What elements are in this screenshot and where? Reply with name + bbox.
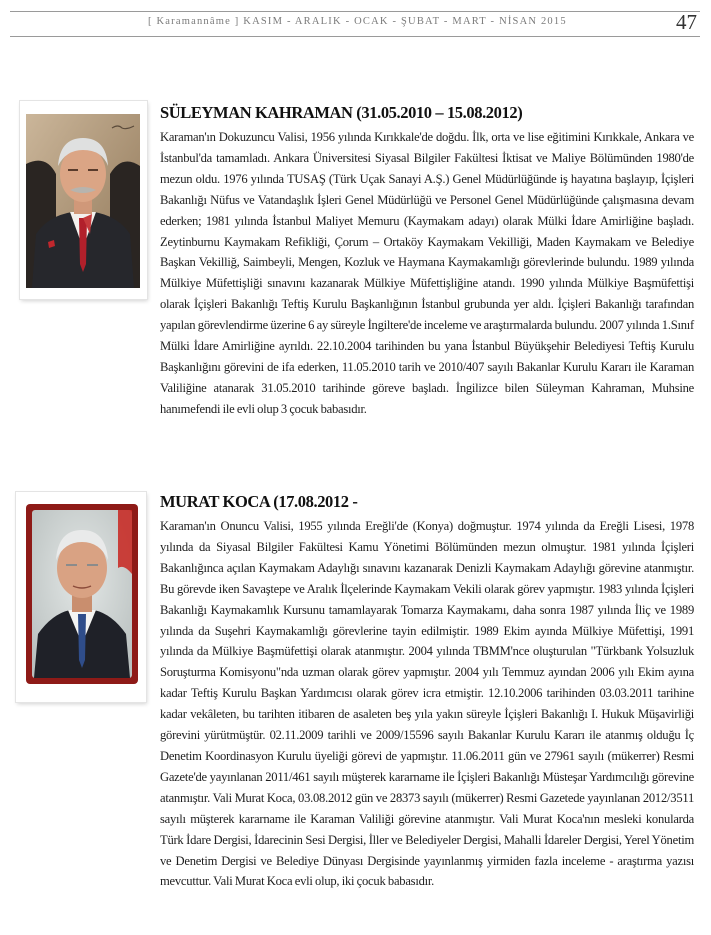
- bio-koca-text: Karaman'ın Onuncu Valisi, 1955 yılında Ereğli'de (Konya) doğmuştur. 1974 yılında da Ereğli Lisesi, 1978 yılında da Siyasal Bilgiler Fakültesi Kamu Yönetimi Bölümünden mezun olmuştur. 1981 yılında İçişleri Bakanlığınca açılan Kaymakam Adaylığı sınavını kazanarak Denizli Kaymakam Adaylığı görevine atanmıştır. Bu görevde iken Savaştepe ve Aralık İlçelerinde Kaymakam Vekili olarak görev yapmıştır. 1983 yılında İçişleri Bakanlığı Kaymakamlık Kursunu tamamlayarak Tomarza Kaymakamı, daha sonra 1987 yılında İliç ve 1989 yılında da Suşehri Kaymakamlığı görevlerine tayin edilmiştir. 1989 Ekim ayında Mülkiye Müfettişi, 1991 yılında da Mülkiye Başmüfettişi olarak atanmıştır. 2004 yılında TBMM'nce oluşturulan "Türkbank Yolsuzluk Soruşturma Komisyonu"nda uzman olarak görev yapmıştır. 2004 yılı Temmuz ayından 2006 yılı Ekim ayına kadar Teftiş Kurulu Başkan Yardımcısı olarak görev icra etmiştir. 12.10.2006 tarihinden 03.03.2011 tarihine kadar vekâleten, bu tarihten itibaren de asaleten beş yıla yakın süreyle İçişleri Bakanlığı I. Hukuk Müşavirliği görevini yürütmüştür. 02.11.2009 tarihli ve 2009/15596 sayılı Bakanlar Kurulu Kararı ile atanmış olduğu İç Denetim Koordinasyon Kurulu üyeliği görevi de yapmıştır. 11.06.2011 gün ve 27961 sayılı (mükerrer) Resmi Gazete'de yayınlanan 2011/461 sayılı müşterek kararname ile İçişleri Bakanlığı Müsteşar Yardımcılığı görevine atanmıştır. Vali Murat Koca, 03.08.2012 gün ve 28373 sayılı (mükerrer) Resmi Gazetede yayınlanan 2012/3511 sayılı müşterek kararname ile Karaman Valiliği görevine atanmıştır. Vali Murat Koca'nın mesleki konularda Türk İdare Dergisi, İdarecinin Sesi Dergisi, İller ve Belediyeler Dergisi, Mahalli İdareler Dergisi, Yerel Yönetim ve Denetim Dergisi ve Belediye Dünyası Dergisinde yayınlanmış yirmiden fazla inceleme - araştırma yazısı mevcuttur. Vali Murat Koca evli olup, iki çocuk babasıdır.: [160, 519, 694, 889]
- portrait-kahraman: [26, 114, 140, 288]
- portrait-kahraman-image: [26, 114, 140, 288]
- bio-koca-name: MURAT KOCA (17.08.2012 -: [160, 492, 358, 511]
- header-rule-top: [10, 11, 700, 12]
- portrait-frame-koca: [16, 492, 146, 702]
- bio-kahraman-text: Karaman'ın Dokuzuncu Valisi, 1956 yılında Kırıkkale'de doğdu. İlk, orta ve lise eğitimini Kırıkkale, Ankara ve İstanbul'da tamamladı. Ankara Üniversitesi Siyasal Bilgiler Fakültesi İktisat ve Maliye Bölümünden 1980'de mezun oldu. 1976 yılında TUSAŞ (Türk Uçak Sanayi A.Ş.) Genel Müdürlüğünde iş hayatına başlayıp, İçişleri Bakanlığı Nüfus ve Vatandaşlık İşleri Genel Müdürlüğü ve Personel Genel Müdürlüğünde çalışmasına devam ederken; 1981 yılında İstanbul Maliyet Memuru (Kaymakam adayı) olarak Mülki İdare Amirliğine başladı. Zeytinburnu Kaymakam Refikliği, Çorum – Ortaköy Kaymakam Vekilliği, Maden Kaymakam ve Belediye Başkan Vekilliğ, Saimbeyli, Mengen, Kozluk ve Haymana Kaymakamlığı görevlerinde bulundu. 1989 yılında Mülkiye Müfettişliği sınavını kazanarak Mülkiye Müfettişliğine atandı. 1990 yılında Mülkiye Başmüfettişi olarak İçişleri Bakanlığı Teftiş Kurulu Başkanlığının İstanbul grubunda yer aldı. İçişleri Bakanlığı tarafından yapılan görevlendirme üzerine 6 ay süreyle İngiltere'de inceleme ve araştırmalarda bulundu. 2007 yılında 1.Sınıf Mülki İdare Amirliğine ayrıldı. 22.10.2004 tarihinden bu yana İstanbul Büyükşehir Belediyesi Teftiş Kurulu Başkanlığını görevini de ifa ederken, 11.05.2010 tarih ve 2010/407 sayılı Bakanlar Kurulu Kararı ile Karaman Valiliğine atanarak 31.05.2010 tarihinde göreve başladı. İngilizce bilen Süleyman Kahraman, Muhsine hanımefendi ile evli olup 3 çocuk babasıdır.: [160, 130, 694, 416]
- bio-kahraman-name: SÜLEYMAN KAHRAMAN (31.05.2010 – 15.08.2012): [160, 103, 523, 122]
- page-number: 47: [676, 10, 697, 34]
- bio-koca: [160, 492, 694, 892]
- portrait-frame-kahraman: [20, 101, 147, 299]
- portrait-koca-image: [26, 504, 138, 684]
- bio-kahraman: [160, 103, 694, 420]
- header-rule-bottom: [10, 36, 700, 37]
- running-title: [ Karamannâme ] KASIM - ARALIK - OCAK - ŞUBAT - MART - NİSAN 2015: [148, 16, 567, 27]
- portrait-koca: [26, 504, 138, 684]
